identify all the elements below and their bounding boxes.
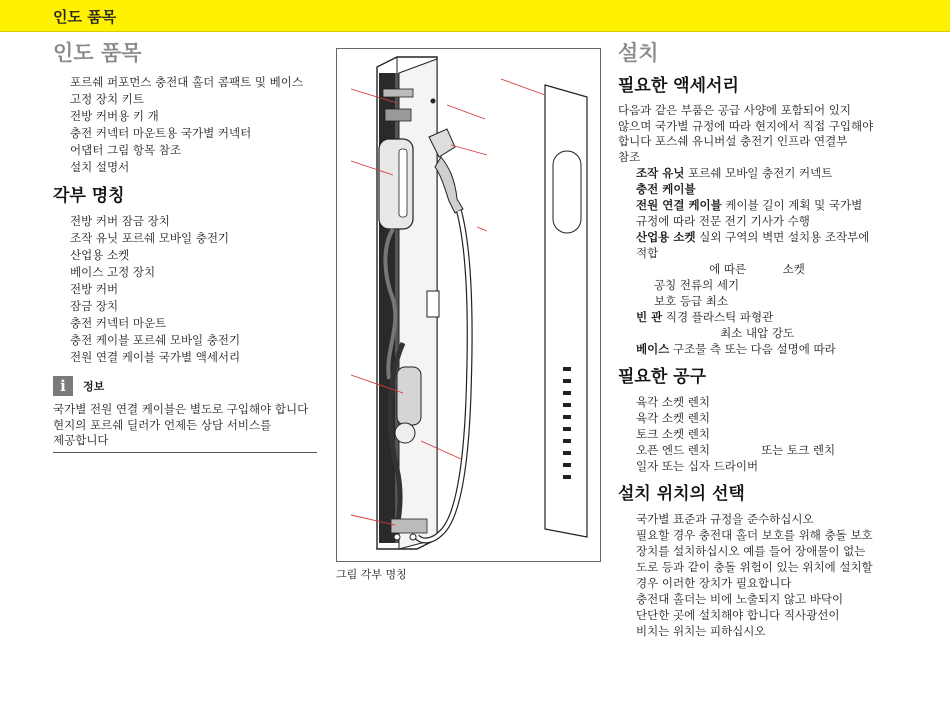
accessory-desc: 최소 내압 강도 (636, 326, 795, 340)
charging-plug (435, 157, 463, 213)
info-note-label: 정보 (83, 380, 105, 393)
parts-figure (336, 48, 601, 562)
accessories-intro (618, 103, 888, 165)
list-item: 충전 커넥터 마운트용 국가별 커넥터 (70, 126, 252, 140)
accessory-desc: 규정에 따라 전문 전기 기사가 수행 (636, 214, 810, 228)
accessory-term: 조작 유닛 (636, 166, 685, 180)
accessories-title: 필요한 액세서리 (618, 76, 739, 96)
delivery-title: 인도 품목 (53, 41, 142, 65)
accessory-line (636, 181, 888, 197)
list-item: 충전 케이블 포르쉐 모바일 충전기 (70, 333, 241, 347)
accessory-line (636, 341, 888, 357)
accessory-base (618, 341, 888, 357)
accessory-desc: 구조물 측 또는 다음 설명에 따라 (669, 342, 836, 356)
list-item: 충전 커넥터 마운트 (70, 316, 167, 330)
accessory-line (636, 229, 888, 245)
list-item: 조작 유닛 포르쉐 모바일 충전기 (70, 231, 230, 245)
accessory-term: 산업용 소켓 (636, 230, 696, 244)
location-title: 설치 위치의 선택 (618, 484, 745, 504)
list-item: 전방 커버 잠금 장치 (70, 214, 170, 228)
install-title: 설치 (618, 41, 659, 65)
location-line: 단단한 곳에 설치해야 합니다 직사광선이 (636, 608, 840, 622)
accessory-charging-cable (618, 181, 888, 197)
list-item: 설치 설명서 (70, 160, 130, 174)
accessory-desc: 보호 등급 최소 (654, 294, 728, 308)
header-title: 인도 품목 (53, 8, 117, 26)
intro-line: 참조 (618, 149, 641, 164)
accessory-desc: 케이블 길이 계획 및 국가별 (721, 198, 863, 212)
delivery-list (53, 74, 319, 176)
list-item: 전방 커버 (70, 282, 119, 296)
info-note-line: 현지의 포르쉐 딜러가 언제든 상담 서비스를 (53, 417, 272, 432)
accessory-line (636, 197, 888, 213)
list-item: 일자 또는 십자 드라이버 (636, 459, 759, 473)
list-item: 어댑터 그림 항목 참조 (70, 143, 181, 157)
accessory-desc: 포르쉐 모바일 충전기 커넥트 (684, 166, 833, 180)
accessory-line (636, 309, 888, 325)
accessory-desc: 실외 구역의 벽면 설치용 조작부에 (695, 230, 870, 244)
intro-line: 다음과 같은 부품은 공급 사양에 포함되어 있지 (618, 103, 852, 117)
cover-window (553, 151, 581, 233)
info-note-line: 국가별 전원 연결 케이블은 별도로 구입해야 합니다 (53, 402, 309, 416)
location-p2 (618, 527, 888, 591)
location-line: 장치를 설치하십시오 예를 들어 장애물이 없는 (636, 544, 866, 558)
list-item: 전방 커버용 키 개 (70, 109, 159, 123)
control-unit (379, 139, 413, 229)
left-column (53, 36, 319, 453)
accessory-control-unit (618, 165, 888, 181)
accessory-power-cable (618, 197, 888, 229)
list-item: 전원 연결 케이블 국가별 액세서리 (70, 350, 241, 364)
list-item: 오픈 엔드 렌치 또는 토크 렌치 (636, 443, 836, 457)
accessory-term: 충전 케이블 (636, 182, 696, 196)
accessory-term: 전원 연결 케이블 (636, 198, 722, 212)
intro-line: 합니다 포스쉐 유니버설 충전기 인프라 연결부 (618, 134, 848, 148)
info-note-header (53, 376, 319, 396)
socket-window (427, 291, 439, 317)
list-item: 고정 장치 키트 (70, 92, 144, 106)
parts-title: 각부 명칭 (53, 186, 125, 206)
list-item: 토크 소켓 렌치 (636, 427, 710, 441)
intro-line: 않으며 국가별 규정에 따라 현지에서 직접 구입해야 (618, 118, 874, 133)
location-p3 (618, 591, 888, 639)
list-item: 육각 소켓 렌치 (636, 395, 710, 409)
charging-stand-illustration (337, 49, 600, 561)
tools-title: 필요한 공구 (618, 367, 707, 387)
header-bar (0, 0, 950, 32)
accessory-desc: 공칭 전류의 세기 (654, 278, 740, 292)
list-item: 베이스 고정 장치 (70, 265, 156, 279)
accessory-desc: 에 따른 소켓 (636, 262, 805, 276)
location-line: 국가별 표준과 규정을 준수하십시오 (636, 512, 814, 526)
industrial-socket (397, 367, 421, 425)
list-item: 산업용 소켓 (70, 248, 130, 262)
accessory-term: 베이스 (636, 342, 670, 356)
accessory-desc: 적합 (636, 246, 659, 260)
accessory-desc: 직경 플라스틱 파형관 (662, 310, 774, 324)
info-note-line: 제공합니다 (53, 433, 109, 447)
info-note-text (53, 402, 317, 453)
figure-caption: 그림 각부 명칭 (336, 568, 407, 581)
location-p1 (618, 511, 888, 527)
list-item: 포르쉐 퍼포먼스 충전대 홀더 콤팩트 및 베이스 (70, 75, 304, 89)
location-line: 도로 등과 같이 충돌 위험이 있는 위치에 설치할 (636, 560, 873, 574)
list-item: 육각 소켓 렌치 (636, 411, 710, 425)
right-column (618, 36, 888, 639)
accessory-conduit (618, 309, 888, 341)
location-line: 비치는 위치는 피하십시오 (636, 624, 766, 638)
base-fixing (391, 519, 427, 533)
location-line: 필요할 경우 충전대 홀더 보호를 위해 충돌 보호 (636, 528, 873, 542)
accessory-industrial-socket (618, 229, 888, 309)
list-item: 잠금 장치 (70, 299, 119, 313)
info-note (53, 376, 319, 453)
info-icon: i (53, 376, 73, 396)
location-line: 충전대 홀더는 비에 노출되지 않고 바닥이 (636, 592, 844, 606)
location-line: 경우 이러한 장치가 필요합니다 (636, 576, 792, 590)
accessory-line (636, 165, 888, 181)
tools-list (618, 394, 888, 474)
parts-list (53, 213, 319, 366)
accessory-term: 빈 관 (636, 310, 663, 324)
